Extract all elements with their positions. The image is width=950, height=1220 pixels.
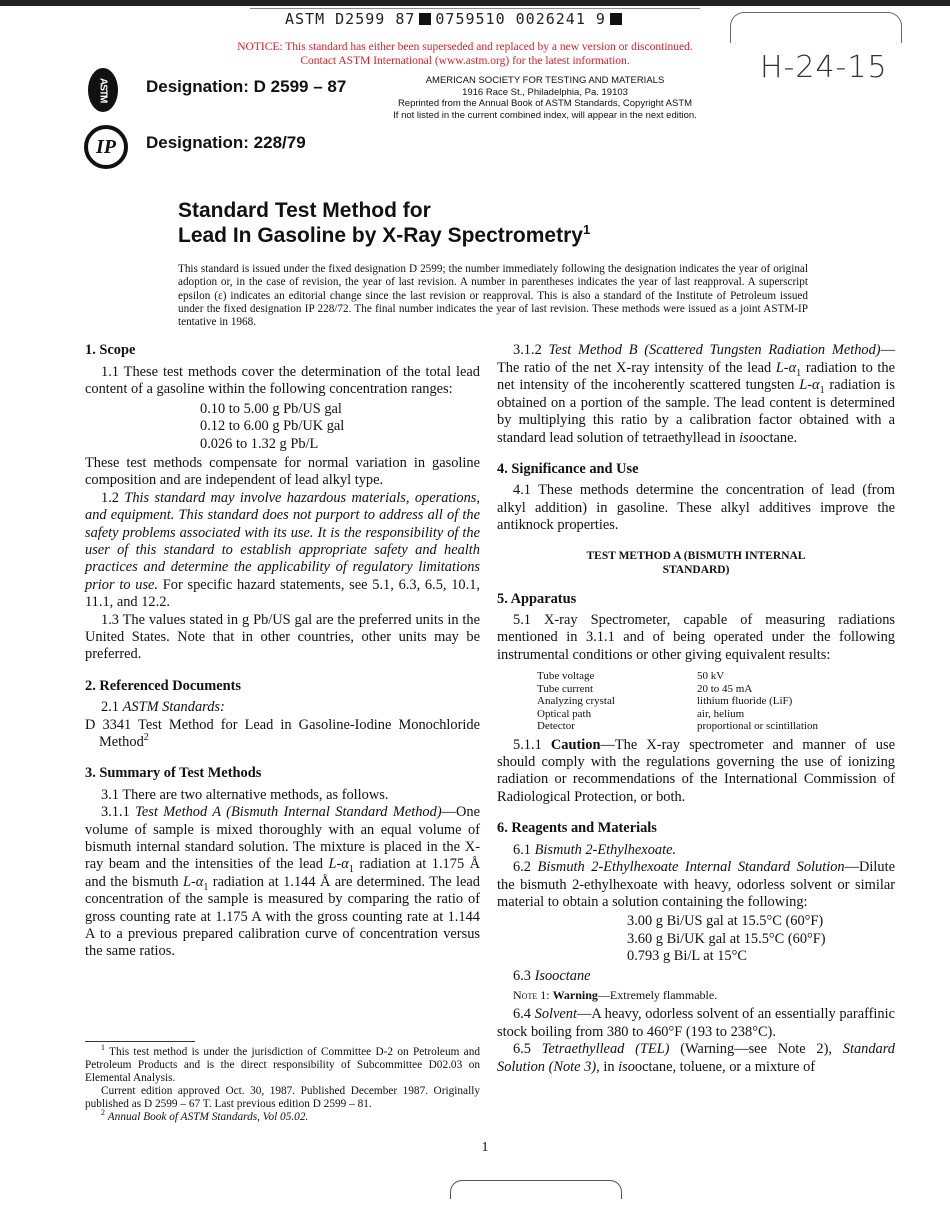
footnote-marker: 2 (101, 1108, 105, 1118)
table-row (537, 720, 818, 733)
text-run: 6.3 (513, 967, 535, 984)
paragraph (85, 455, 480, 490)
paragraph (497, 1006, 895, 1041)
page-number: 1 (481, 1140, 489, 1156)
list-line: 0.026 to 1.32 g Pb/L (200, 435, 319, 452)
text-run: ASTM Standards: (122, 699, 225, 716)
paragraph (497, 859, 895, 911)
intro-paragraph: This standard is issued under the fixed designation D 2599; the number immediately following the designation indicates the year of original adoption or, in the case of revision, the year of last revision. A number in parentheses indicates the year of last reapproval. A superscript epsilon (ε) indicates an editorial change since the last revision or reapproval. This is also a standard of the Institute of Petroleum issued under the fixed designation IP 228/72. The final number indicates the year of last revision. These methods were issued as a joint ASTM-IP tentative in 1968. (178, 263, 808, 329)
section-heading: 5. Apparatus (497, 590, 577, 607)
notice-line: Contact ASTM International (www.astm.org) for the latest information. (300, 55, 630, 67)
society-line: AMERICAN SOCIETY FOR TESTING AND MATERIALS (425, 75, 665, 86)
paragraph (85, 717, 480, 752)
text-run: 2.1 (101, 699, 123, 716)
condition-value: air, helium (697, 707, 745, 720)
text-run: radiation to the net intensity of the incoherently scattered tungsten (497, 359, 895, 394)
table-row (537, 695, 818, 708)
text-run: 1 (203, 881, 209, 893)
table-row (537, 708, 818, 721)
text-run: L-α (328, 856, 349, 873)
text-run: —Extremely flammable. (597, 987, 718, 1002)
document-body (85, 263, 895, 1156)
list-line: 3.60 g Bi/UK gal at 15.5°C (60°F) (627, 930, 826, 947)
ip-logo-text: IP (96, 135, 116, 158)
condition-label: Detector (537, 720, 575, 733)
condition-value: 20 to 45 mA (697, 682, 753, 695)
list-line: 0.12 to 6.00 g Pb/UK gal (200, 418, 345, 435)
paragraph (497, 842, 895, 859)
notice-line: NOTICE: This standard has either been superseded and replaced by a new version or discontinued. (237, 41, 693, 53)
list-line: STANDARD) (662, 563, 730, 576)
code-mid: 0759510 0026241 9 (435, 10, 606, 28)
list-line: 0.10 to 5.00 g Pb/US gal (200, 400, 342, 417)
ip-logo (84, 125, 128, 169)
text-run: L-α (182, 873, 204, 890)
paragraph (497, 968, 895, 985)
left-column (85, 342, 480, 960)
paragraph (85, 364, 480, 399)
society-line: If not listed in the current combined index, will appear in the next edition. (393, 109, 697, 121)
society-line: Reprinted from the Annual Book of ASTM Standards, Copyright ASTM (397, 98, 693, 109)
block-mark (610, 13, 622, 25)
footnote-1: This test method is under the jurisdiction of Committee D-2 on Petroleum and Petroleum Products and is the direct responsibility of Subcommittee D02.03 on Elemental Analysis. (85, 1046, 480, 1085)
text-run: 1.3 The values stated in g Pb/US gal are the preferred units in the United States. Note that in other countries, other units may be preferred. (85, 611, 480, 663)
text-run: 4.1 These methods determine the concentration of lead (from alkyl addition) in gasoline. These alkyl additives improve the antiknock properties. (497, 482, 895, 534)
footnote-divider (85, 1041, 195, 1042)
left-column-wrap (85, 342, 480, 1124)
text-run: Bismuth 2-Ethylhexoate Internal Standard Solution (537, 859, 845, 876)
text-run: (Warning—see Note 2), (669, 1041, 843, 1058)
text-run: Note 1: (513, 987, 553, 1002)
scan-top-edge (0, 0, 950, 6)
text-run: —A heavy, odorless solvent of an essentially paraffinic stock boiling from 380 to 460°F (193 to 238°C). (497, 1006, 895, 1040)
text-run: —The ratio of the net X-ray intensity of the lead (497, 342, 895, 376)
text-run: 6.2 (513, 859, 538, 876)
text-run: Test Method A (Bismuth Internal Standard Method) (135, 804, 442, 821)
paragraph (497, 482, 895, 534)
section-heading: 3. Summary of Test Methods (85, 765, 262, 782)
footnotes-block (85, 1025, 480, 1124)
society-line: 1916 Race St., Philadelphia, Pa. 19103 (462, 86, 628, 98)
text-run: Tetraethyllead (TEL) (541, 1041, 670, 1058)
paragraph (497, 342, 895, 446)
text-run: iso (618, 1058, 635, 1075)
document-code-line (285, 10, 626, 28)
text-run: 6.1 (513, 841, 535, 858)
list-line: 3.00 g Bi/US gal at 15.5°C (60°F) (627, 913, 824, 930)
note (497, 987, 895, 1004)
text-run: D 3341 Test Method for Lead in Gasoline-Iodine Monochloride Method (85, 716, 480, 751)
section-heading: 1. Scope (85, 342, 136, 359)
paragraph (85, 804, 480, 961)
astm-logo-text: ASTM (97, 77, 109, 103)
notice (230, 40, 700, 68)
paragraph (497, 612, 895, 664)
right-column (497, 342, 895, 1124)
scan-mark (450, 1180, 622, 1199)
text-run: 5.1.1 (513, 736, 551, 753)
text-run: octane, toluene, or a mixture of (634, 1058, 816, 1075)
handwritten-note: H-24-15 (760, 50, 888, 85)
text-run: 6.5 (513, 1041, 542, 1058)
condition-label: Analyzing crystal (537, 695, 615, 708)
condition-value: lithium fluoride (LiF) (697, 695, 793, 708)
footnote-2: Annual Book of ASTM Standards, Vol 05.02. (107, 1111, 309, 1124)
text-run: Test Method B (Scattered Tungsten Radiation Method) (548, 342, 881, 359)
text-run: Bismuth 2-Ethylhexoate. (534, 841, 677, 858)
text-run: in (599, 1058, 619, 1075)
condition-value: 50 kV (697, 670, 725, 683)
text-run: For specific hazard statements, see 5.1, 6.3, 6.5, 10.1, 11.1, and 12.2. (85, 576, 481, 611)
section-heading: 2. Referenced Documents (85, 677, 241, 694)
text-run: iso (739, 429, 756, 446)
text-run: Caution (550, 736, 601, 753)
text-run: 3.1 There are two alternative methods, as follows. (101, 786, 389, 803)
text-run: radiation is obtained on a portion of the sample. The lead content is determined by multiplying this ratio by a calibration factor obtained with a standard lead solution of tetraethyllead in (497, 377, 895, 446)
designation-ip: Designation: 228/79 (146, 133, 306, 152)
value-list (497, 913, 895, 965)
subheading (497, 549, 895, 577)
value-list (85, 401, 480, 453)
text-run: This standard may involve hazardous materials, operations, and equipment. This standard does not purport to address all of the safety problems associated with its use. It is the responsibility of the user of this standard to establish appropriate safety and health practices and determine the applicability of regulatory limitations prior to use. (85, 489, 480, 593)
section-heading: 4. Significance and Use (497, 460, 639, 477)
text-run: L-α (775, 359, 797, 376)
society-info (355, 75, 735, 121)
text-run: 3.1.2 (513, 342, 549, 359)
text-run: —One volume of sample is mixed thoroughly with an equal volume of bismuth internal standard solution. The mixture is placed in the X-ray beam and the intensities of the lead (85, 804, 480, 873)
text-run: 1.2 (101, 489, 125, 506)
conditions-table (537, 670, 818, 733)
text-run: These test methods compensate for normal variation in gasoline composition and are independent of lead alkyl type. (85, 454, 480, 489)
condition-value: proportional or scintillation (697, 720, 818, 733)
section-heading: 6. Reagents and Materials (497, 820, 657, 837)
text-run: 2 (143, 732, 149, 744)
text-run: 3.1.1 (101, 804, 136, 821)
condition-label: Tube current (537, 682, 594, 695)
condition-label: Optical path (537, 707, 592, 720)
title-line: Lead In Gasoline by X-Ray Spectrometry (178, 224, 583, 247)
text-run: —The X-ray spectrometer and manner of use should comply with the regulations governing the use of ionizing radiation or recommendations of the International Commission of Radiological Protection, or both. (497, 736, 895, 805)
paragraph (85, 787, 480, 804)
text-run: 1 (348, 864, 354, 876)
astm-logo (88, 68, 118, 112)
text-run: 1.1 These test methods cover the determination of the total lead content of a gasoline within the following concentration ranges: (85, 363, 480, 398)
text-run: Solvent (534, 1006, 577, 1023)
condition-label: Tube voltage (537, 670, 595, 683)
paragraph (85, 490, 480, 612)
table-row (537, 670, 818, 683)
list-line: TEST METHOD A (BISMUTH INTERNAL (586, 549, 806, 562)
table-row (537, 683, 818, 696)
text-run: 5.1 X-ray Spectrometer, capable of measuring radiations mentioned in 3.1.1 and of being operated under the following instrumental conditions or other giving equivalent results: (497, 611, 895, 663)
footnotes (85, 1043, 480, 1124)
footnote-marker: 1 (101, 1043, 105, 1053)
title-line: Standard Test Method for (178, 199, 431, 222)
page-title (178, 198, 590, 248)
text-run: Standard Solution (Note 3), (497, 1041, 895, 1075)
paragraph (85, 612, 480, 664)
text-run: 1 (796, 367, 802, 379)
handwritten-mark (730, 12, 902, 43)
paragraph (497, 1041, 895, 1076)
text-run: 1 (819, 385, 825, 397)
text-run: —Dilute the bismuth 2-ethylhexoate with heavy, odorless solvent or similar material to obtain a solution containing the following: (497, 859, 895, 910)
text-run: Isooctane (534, 967, 591, 984)
footnote-ref: 1 (582, 222, 591, 237)
list-line: 0.793 g Bi/L at 15°C (627, 948, 747, 965)
text-run: octane. (755, 429, 798, 446)
code-left: ASTM D2599 87 (285, 10, 416, 28)
divider (250, 8, 700, 9)
columns (85, 342, 895, 1124)
text-run: Warning (552, 987, 598, 1002)
paragraph (85, 699, 480, 716)
designation-astm: Designation: D 2599 – 87 (146, 77, 347, 96)
footnote-1-edition: Current edition approved Oct. 30, 1987. Published December 1987. Originally published as D 2599 – 67 T. Last previous edition D 2599 – 81. (85, 1085, 480, 1111)
text-run: 6.4 (513, 1006, 535, 1023)
paragraph (497, 737, 895, 807)
text-run: L-α (799, 377, 820, 394)
block-mark (419, 13, 431, 25)
text-run: radiation at 1.175 Å and the bismuth (85, 856, 480, 890)
text-run: radiation at 1.144 Å are determined. The lead concentration of the sample is measured by comparing the ratio of gross counting rate at 1.175 A with the gross counting rate at 1.144 A to a previous prepared calibration curve of concentration versus the same ratios. (85, 873, 480, 960)
